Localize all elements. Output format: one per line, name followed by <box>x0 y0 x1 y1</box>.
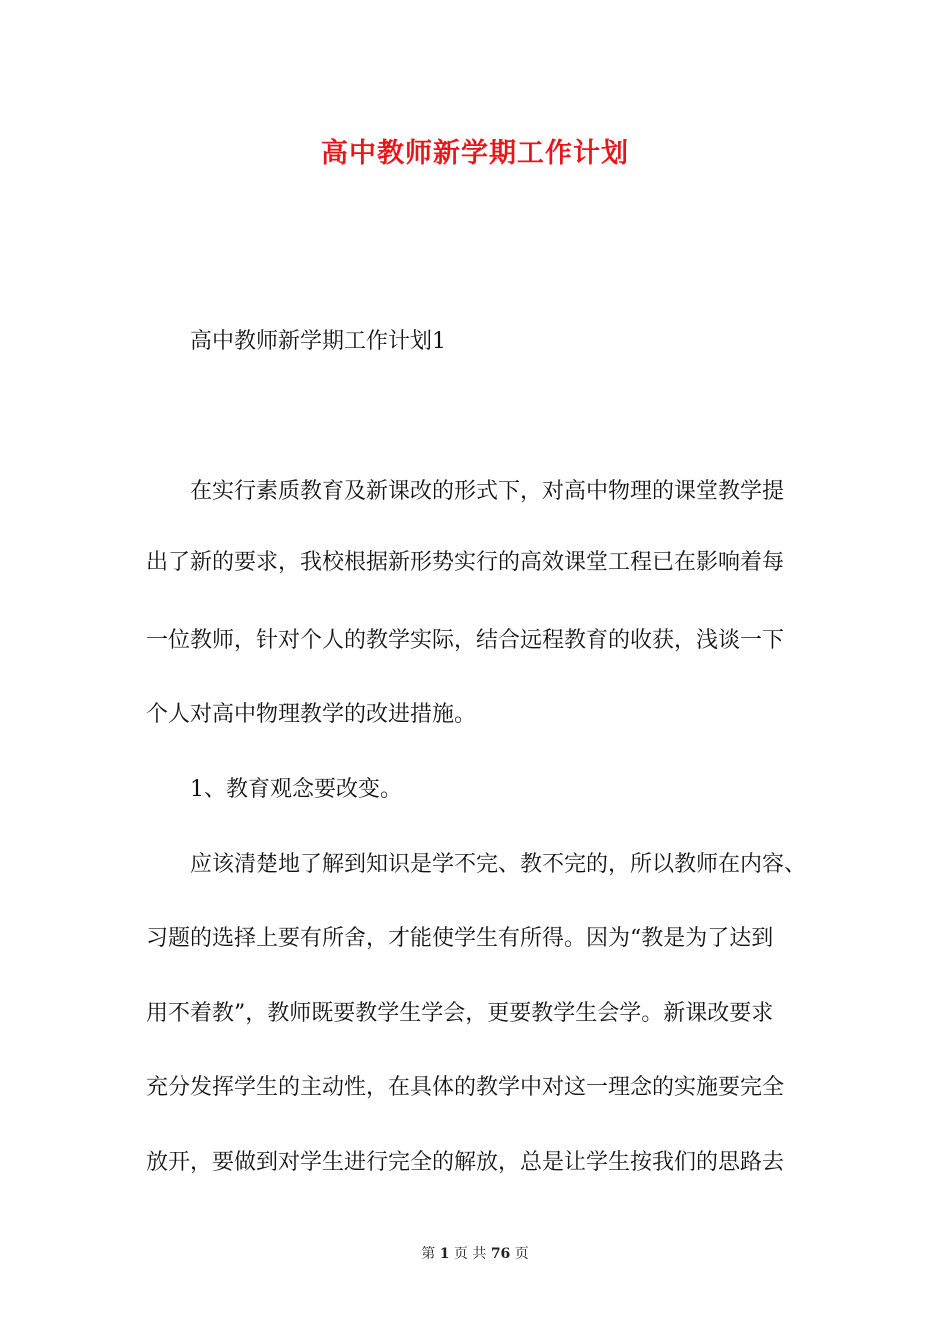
footer-prefix: 第 <box>421 1246 436 1262</box>
paragraph2-line-4: 充分发挥学生的主动性，在具体的教学中对这一理念的实施要完全 <box>146 1075 785 1100</box>
document-title: 高中教师新学期工作计划 <box>321 138 629 169</box>
paragraph2-line-5: 放开，要做到对学生进行完全的解放，总是让学生按我们的思路去 <box>146 1150 785 1175</box>
list-item-1: 1、教育观念要改变。 <box>190 777 402 802</box>
section-heading: 高中教师新学期工作计划1 <box>190 329 446 354</box>
page-footer <box>0 1244 950 1264</box>
footer-suffix: 页 <box>514 1246 529 1262</box>
footer-total-pages: 76 <box>490 1246 511 1262</box>
paragraph1-line-1: 在实行素质教育及新课改的形式下，对高中物理的课堂教学提 <box>190 479 785 504</box>
footer-middle: 页 共 <box>453 1246 487 1262</box>
paragraph1-line-4: 个人对高中物理教学的改进措施。 <box>146 702 477 727</box>
paragraph2-line-3: 用不着教”，教师既要教学生学会，更要教学生会学。新课改要求 <box>146 1001 774 1026</box>
paragraph1-line-3: 一位教师，针对个人的教学实际，结合远程教育的收获，浅谈一下 <box>146 628 785 653</box>
footer-current-page: 1 <box>439 1246 450 1262</box>
paragraph2-line-1: 应该清楚地了解到知识是学不完、教不完的，所以教师在内容、 <box>190 852 807 877</box>
paragraph2-line-2: 习题的选择上要有所舍，才能使学生有所得。因为“教是为了达到 <box>146 926 774 951</box>
paragraph1-line-2: 出了新的要求，我校根据新形势实行的高效课堂工程已在影响着每 <box>146 550 785 575</box>
